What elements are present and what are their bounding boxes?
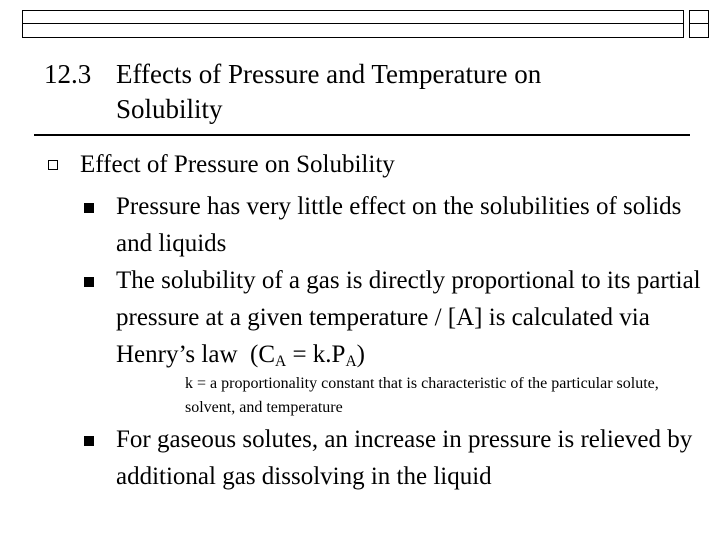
bullet-heading: Effect of Pressure on Solubility bbox=[80, 151, 395, 178]
title-line1: Effects of Pressure and Temperature on bbox=[116, 59, 542, 89]
sub-bullet-3: For gaseous solutes, an increase in pressure is relieved by additional gas dissolving in the liquid bbox=[116, 426, 693, 490]
hollow-square-bullet-icon bbox=[48, 160, 58, 170]
filled-square-bullet-icon bbox=[84, 277, 94, 287]
filled-square-bullet-icon bbox=[84, 436, 94, 446]
proportionality-note: k = a proportionality constant that is characteristic of the particular solute, solvent, and temperature bbox=[185, 375, 659, 416]
sub-bullet-2 bbox=[116, 262, 706, 373]
henry-formula: $(C_A = k.P_A)$ bbox=[250, 341, 365, 370]
title-line2: Solubility bbox=[116, 94, 223, 124]
filled-square-bullet-icon bbox=[84, 203, 94, 213]
title-number: 12.3 bbox=[44, 59, 92, 89]
slide-title bbox=[44, 57, 684, 127]
title-divider bbox=[34, 134, 690, 136]
corner-decorative-box bbox=[689, 10, 709, 38]
sub-bullet-2-text: The solubility of a gas is directly proportional to its partial pressure at a given temperature / [A] is calculated via Henry’s law bbox=[116, 267, 701, 368]
top-decorative-bar bbox=[22, 10, 684, 38]
sub-bullet-1: Pressure has very little effect on the solubilities of solids and liquids bbox=[116, 193, 682, 257]
